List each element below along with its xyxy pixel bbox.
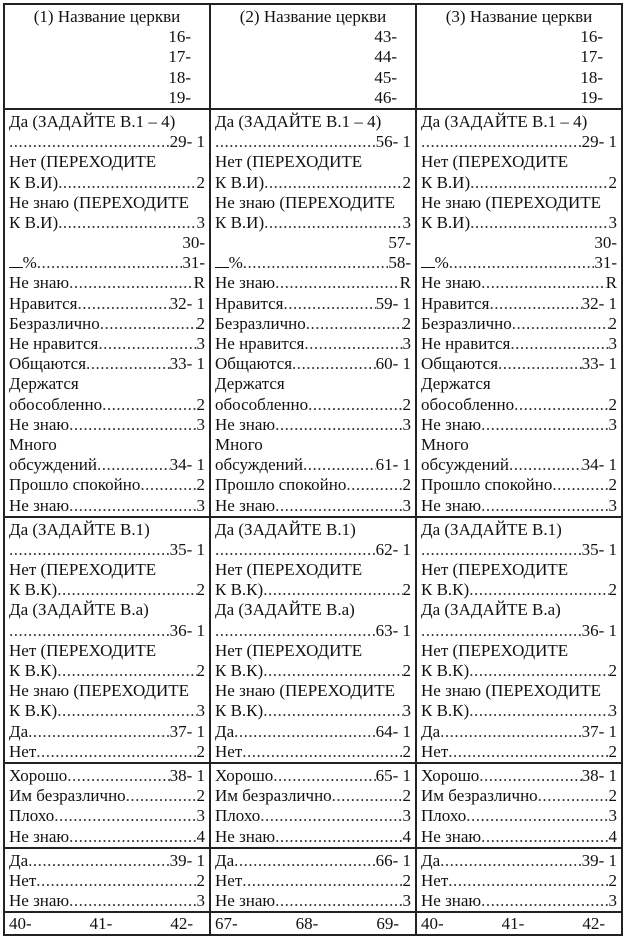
answer-no-label: Нет (ПЕРЕХОДИТЕ [215,640,363,660]
answer-dk-line: К В.И) ..... 3 [215,213,411,233]
section-1-cell-3 [416,109,622,517]
answer-no-line: К В.И) ..... 2 [215,173,411,193]
dont-know-line: Не знаю ..... R [215,273,411,293]
answer-yes-label: Да (ЗАДАЙТЕ В.1) [215,519,356,539]
section-2-cell-3 [416,517,622,763]
footer-codes [421,915,617,933]
section-2-cell-2 [210,517,416,763]
code-label: 30- [594,233,617,253]
code-label: 57- [388,233,411,253]
apart-line: обособленно ..... 2 [421,395,617,415]
code-label: 67- [215,914,238,934]
dont-know-line: Не знаю ..... 3 [421,415,617,435]
answer-no-line: К В.И) ..... 2 [421,173,617,193]
answer-dk-line: К В.К) ..... 3 [215,701,411,721]
answer-yes-code-line: ..... 62- 1 [215,540,411,560]
church-name-label: (2) Название церкви [239,7,387,26]
answer-yes-code-line: ..... 35- 1 [9,540,205,560]
percent-blank[interactable] [421,253,435,268]
code-label: 19- [168,87,191,107]
answer-yes-code-line: ..... 29- 1 [421,132,617,152]
no-line: Нет ..... 2 [421,871,617,891]
answer-dk-label: Не знаю (ПЕРЕХОДИТЕ [421,681,602,701]
answer-no-line: К В.И) ..... 2 [9,173,205,193]
footer-codes [215,915,411,933]
church-name-label: (1) Название церкви [33,7,181,26]
code-label: 46- [374,87,397,107]
code-label: 44- [374,47,397,67]
answer-yes-label: Да (ЗАДАЙТЕ В.1) [9,519,150,539]
dislikes-line: Не нравится ..... 3 [215,334,411,354]
dont-know-line: Не знаю ..... 3 [9,496,205,516]
dont-know-line: Не знаю ..... 3 [215,415,411,435]
answer-yes-label: Да (ЗАДАЙТЕ В.1) [421,519,562,539]
code-label: 41- [89,914,113,934]
indifferent-line: Безразлично ..... 2 [215,314,411,334]
discussion-line: обсуждений ..... 61- 1 [215,455,411,475]
yes-line: Да ..... 37- 1 [421,722,617,742]
dont-know-line: Не знаю ..... 3 [421,496,617,516]
code-label: 45- [374,67,397,87]
section-3-cell-3 [416,763,622,848]
footer-cell-2 [210,912,416,935]
apart-label: Держатся [421,374,491,394]
good-line: Хорошо ..... 65- 1 [215,766,411,786]
section-3-row [4,763,622,848]
answer-no-line: К В.К) ..... 2 [421,580,617,600]
no-line: Нет ..... 2 [215,742,411,762]
percent-line: % ..... 31- [9,253,205,273]
likes-line: Нравится ..... 59- 1 [215,294,411,314]
footer-codes [9,915,205,933]
answer-dk-line: К В.К) ..... 3 [9,701,205,721]
no-line: Нет ..... 2 [9,871,205,891]
good-line: Хорошо ..... 38- 1 [9,766,205,786]
footer-cell-3 [416,912,622,935]
answer-yes-label: Да (ЗАДАЙТЕ В.1 – 4) [9,111,176,131]
apart-label: Держатся [9,374,79,394]
section-1-cell-2 [210,109,416,517]
header-cell-2 [210,4,416,109]
yes-line: Да ..... 37- 1 [9,722,205,742]
answer-dk-line: К В.И) ..... 3 [9,213,205,233]
answer-yes-code-line: ..... 56- 1 [215,132,411,152]
yes-line: Да ..... 66- 1 [215,851,411,871]
section-4-cell-3 [416,848,622,913]
code-label: 17- [580,47,603,67]
discussion-label: Много [215,434,263,454]
answer-dk-line: К В.К) ..... 3 [421,701,617,721]
dont-know-line: Не знаю ..... R [421,273,617,293]
percent-blank[interactable] [215,253,229,268]
yes-line: Да ..... 64- 1 [215,722,411,742]
code-label: 40- [421,914,444,934]
indifferent-line: Безразлично ..... 2 [421,314,617,334]
discussion-line: обсуждений ..... 34- 1 [421,455,617,475]
indifferent-line: Им безразлично ..... 2 [421,786,617,806]
questionnaire-page [3,3,621,947]
code-label: 16- [168,27,191,47]
dont-know-line: Не знаю ..... 3 [215,891,411,911]
answer-yes-code-line: ..... 63- 1 [215,621,411,641]
apart-label: Держатся [215,374,285,394]
answer-no-label: Нет (ПЕРЕХОДИТЕ [215,560,363,580]
answer-yes-label: Да (ЗАДАЙТЕ В.а) [9,600,149,620]
bad-line: Плохо ..... 3 [9,806,205,826]
footer-row [4,912,622,935]
answer-yes-label: Да (ЗАДАЙТЕ В.а) [421,600,561,620]
code-label: 30- [182,233,205,253]
apart-line: обособленно ..... 2 [9,395,205,415]
dont-know-line: Не знаю ..... 3 [215,496,411,516]
dislikes-line: Не нравится ..... 3 [9,334,205,354]
answer-code: 29- 1 [169,132,205,152]
no-line: Нет ..... 2 [215,871,411,891]
church-name-label: (3) Название церкви [445,7,593,26]
communicate-line: Общаются ..... 33- 1 [421,354,617,374]
dont-know-line: Не знаю ..... 4 [215,827,411,847]
answer-dk-label: Не знаю (ПЕРЕХОДИТЕ [215,192,396,212]
calm-line: Прошло спокойно ..... 2 [421,475,617,495]
section-4-cell-2 [210,848,416,913]
answer-yes-label: Да (ЗАДАЙТЕ В.1 – 4) [421,111,588,131]
percent-line: % ..... 58- [215,253,411,273]
answer-no-label: Нет (ПЕРЕХОДИТЕ [421,152,569,172]
section-2-row [4,517,622,763]
answer-no-label: Нет (ПЕРЕХОДИТЕ [9,640,157,660]
section-3-cell-2 [210,763,416,848]
indifferent-line: Им безразлично ..... 2 [215,786,411,806]
answer-yes-code-line: ..... 36- 1 [9,621,205,641]
apart-line: обособленно ..... 2 [215,395,411,415]
indifferent-line: Им безразлично ..... 2 [9,786,205,806]
section-2-cell-1 [4,517,210,763]
section-1-cell-1 [4,109,210,517]
discussion-label: Много [9,434,57,454]
discussion-label: Много [421,434,469,454]
code-label: 18- [580,67,603,87]
answer-no-label: Нет (ПЕРЕХОДИТЕ [9,152,157,172]
calm-line: Прошло спокойно ..... 2 [215,475,411,495]
answer-yes-label: Да (ЗАДАЙТЕ В.а) [215,600,355,620]
answer-no-label: Нет (ПЕРЕХОДИТЕ [9,560,157,580]
indifferent-line: Безразлично ..... 2 [9,314,205,334]
header-cell-1 [4,4,210,109]
dont-know-line: Не знаю ..... 3 [421,891,617,911]
dont-know-line: Не знаю ..... 3 [9,415,205,435]
code-label: 69- [376,914,399,934]
header-row [4,4,622,109]
communicate-line: Общаются ..... 33- 1 [9,354,205,374]
yes-line: Да ..... 39- 1 [421,851,617,871]
good-line: Хорошо ..... 38- 1 [421,766,617,786]
answer-dk-label: Не знаю (ПЕРЕХОДИТЕ [9,681,190,701]
dont-know-line: Не знаю ..... 4 [9,827,205,847]
answer-dk-label: Не знаю (ПЕРЕХОДИТЕ [421,192,602,212]
code-label: 18- [168,67,191,87]
code-label: 40- [9,914,32,934]
dont-know-line: Не знаю ..... R [9,273,205,293]
answer-no-line: К В.К) ..... 2 [215,661,411,681]
header-cell-3 [416,4,622,109]
dont-know-line: Не знаю ..... 3 [9,891,205,911]
yes-line: Да ..... 39- 1 [9,851,205,871]
section-3-cell-1 [4,763,210,848]
answer-no-line: К В.К) ..... 2 [421,661,617,681]
answer-no-line: К В.К) ..... 2 [9,580,205,600]
code-label: 16- [580,27,603,47]
answer-no-label: Нет (ПЕРЕХОДИТЕ [421,640,569,660]
code-label: 42- [582,914,605,934]
answer-yes-code-line [9,132,205,152]
no-line: Нет ..... 2 [421,742,617,762]
code-label: 41- [501,914,525,934]
bad-line: Плохо ..... 3 [215,806,411,826]
answer-no-label: Нет (ПЕРЕХОДИТЕ [421,560,569,580]
code-label: 68- [295,914,319,934]
code-label: 42- [170,914,193,934]
code-label: 43- [374,27,397,47]
no-line: Нет ..... 2 [9,742,205,762]
footer-cell-1 [4,912,210,935]
communicate-line: Общаются ..... 60- 1 [215,354,411,374]
likes-line: Нравится ..... 32- 1 [9,294,205,314]
likes-line: Нравится ..... 32- 1 [421,294,617,314]
answer-no-line: К В.К) ..... 2 [215,580,411,600]
questionnaire-table [3,3,623,936]
answer-yes-code-line: ..... 36- 1 [421,621,617,641]
section-4-cell-1 [4,848,210,913]
answer-dk-line: К В.И) ..... 3 [421,213,617,233]
code-label: 19- [580,87,603,107]
answer-no-line: К В.К) ..... 2 [9,661,205,681]
section-1-row [4,109,622,517]
code-label: 17- [168,47,191,67]
percent-line: % ..... 31- [421,253,617,273]
answer-yes-code-line: ..... 35- 1 [421,540,617,560]
answer-yes-label: Да (ЗАДАЙТЕ В.1 – 4) [215,111,382,131]
answer-dk-label: Не знаю (ПЕРЕХОДИТЕ [9,192,190,212]
percent-blank[interactable] [9,253,23,268]
answer-dk-label: Не знаю (ПЕРЕХОДИТЕ [215,681,396,701]
bad-line: Плохо ..... 3 [421,806,617,826]
discussion-line: обсуждений ..... 34- 1 [9,455,205,475]
dislikes-line: Не нравится ..... 3 [421,334,617,354]
answer-no-label: Нет (ПЕРЕХОДИТЕ [215,152,363,172]
dont-know-line: Не знаю ..... 4 [421,827,617,847]
section-4-row [4,848,622,913]
calm-line: Прошло спокойно ..... 2 [9,475,205,495]
